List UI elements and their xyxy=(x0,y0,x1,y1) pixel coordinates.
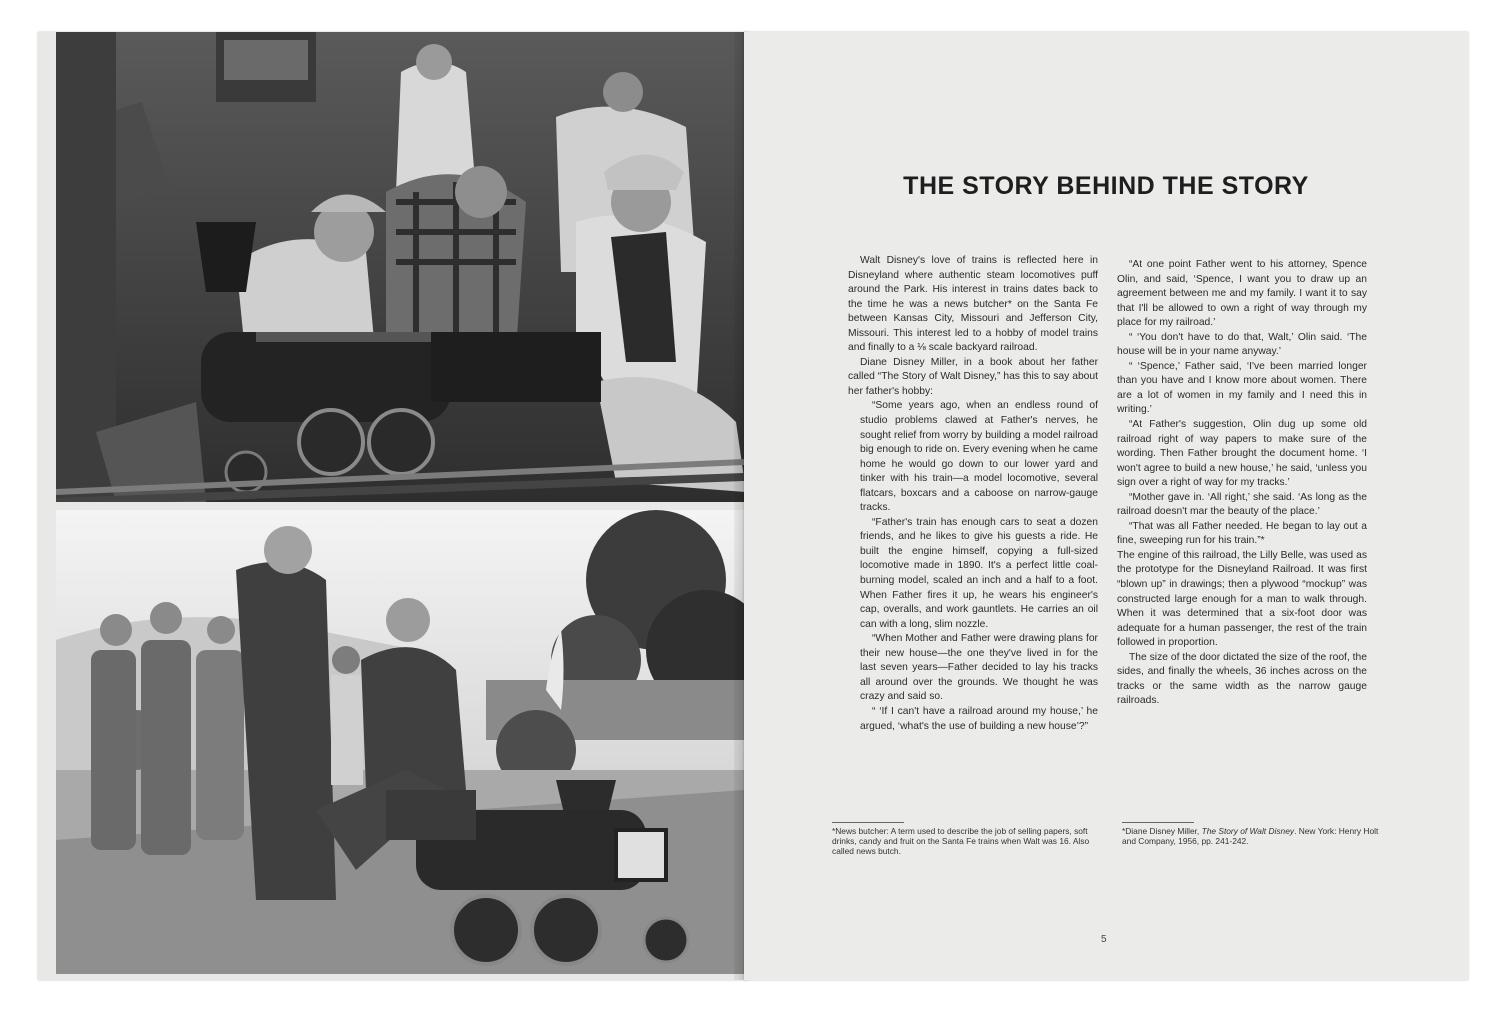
paragraph: Walt Disney's love of trains is reflected here in Disneyland where authentic steam locomotives puff around the Park. His interest in trains dates back to the time he was a news butcher* on the Santa Fe between Kansas City, Missouri and Jefferson City, Missouri. This interest led to a hobby of model trains and finally to a ⅛ scale backyard railroad. xyxy=(848,255,1098,354)
paragraph: “Mother gave in. ‘All right,’ she said. ‘As long as the railroad doesn't mar the beauty of the place.’ xyxy=(1117,491,1367,518)
paragraph: “Father's train has enough cars to seat a dozen friends, and he likes to give his guests a ride. He built the engine himself, copying a full-sized locomotive made in 1890. It's a perfect little coal-burning model, scaled an inch and a half to a foot. When Father fires it up, he wears his engineer's cap, overalls, and work gauntlets. He carries an oil can with a long, slim nozzle. xyxy=(860,516,1098,630)
paragraph: “ ‘You don't have to do that, Walt,’ Olin said. ‘The house will be in your name anyway.’ xyxy=(1117,331,1367,358)
page-number: 5 xyxy=(1101,934,1107,945)
paragraph: “At Father's suggestion, Olin dug up some old railroad right of way papers to make sure of the wording. Then Father brought the document home. ‘I won't agree to build a new house,’ he said, ‘unless you sign over a right of way for my tracks.’ xyxy=(1117,419,1367,489)
paragraph: The engine of this railroad, the Lilly Belle, was used as the prototype for the Disneyland Railroad. It was first “blown up” in drawings; then a plywood “mockup” was constructed large enough for a man to walk through. When it was determined that a six-foot door was adequate for a human passenger, the rest of the train followed in proportion. xyxy=(1117,549,1367,649)
text-column-left xyxy=(848,254,1098,734)
left-page xyxy=(38,32,748,980)
paragraph: “ ‘If I can't have a railroad around my house,’ he argued, ‘what's the use of building a new house’?” xyxy=(860,705,1098,732)
text-column-right xyxy=(1117,258,1367,709)
footnote-rule-left xyxy=(832,822,904,823)
footnote-rule-right xyxy=(1122,822,1194,823)
paragraph: “That was all Father needed. He began to lay out a fine, sweeping run for his train.”* xyxy=(1117,520,1367,547)
footnote-news-butcher: *News butcher: A term used to describe the job of selling papers, soft drinks, candy and fruit on the Santa Fe trains when Walt was 16. Also called news butch. xyxy=(832,826,1090,856)
footnote-citation xyxy=(1122,826,1394,846)
paragraph: Diane Disney Miller, in a book about her father called “The Story of Walt Disney,” has this to say about her father's hobby: xyxy=(848,356,1098,397)
book-spread xyxy=(38,32,1468,980)
paragraph: “ ‘Spence,’ Father said, ‘I've been married longer than you have and I know more about women. There are a lot of women in my family and I need this in writing.’ xyxy=(1117,360,1367,416)
footnote-citation-book: The Story of Walt Disney xyxy=(1201,826,1295,836)
paragraph: The size of the door dictated the size of the roof, the sides, and finally the wheels, 36 inches across on the tracks or the same width as the narrow gauge railroads. xyxy=(1117,651,1367,707)
photo-miniature-train-outdoors xyxy=(56,510,744,974)
paragraph: “When Mother and Father were drawing plans for their new house—the one they've lived in for the last seven years—Father decided to lay his tracks all around over the grounds. We thought he was crazy and said so. xyxy=(860,633,1098,703)
right-page xyxy=(744,32,1468,980)
article-title: THE STORY BEHIND THE STORY xyxy=(903,172,1309,200)
footnote-citation-pre: *Diane Disney Miller, xyxy=(1122,826,1202,836)
footnote-citation-post: . New York: Henry Holt and Company, 1956, pp. 241-242. xyxy=(1122,826,1379,846)
photo-model-train-workshop xyxy=(56,32,744,502)
paragraph: “At one point Father went to his attorney, Spence Olin, and said, ‘Spence, I want you to draw up an agreement between me and my family. I want it to say that I'll be allowed to own a right of way through my place for my railroad.’ xyxy=(1117,259,1367,329)
paragraph: “Some years ago, when an endless round of studio problems clawed at Father's nerves, he sought relief from worry by building a model railroad big enough to ride on. Every evening when he came home he would go down to our lower yard and tinker with his train—a model locomotive, several flatcars, boxcars and a caboose on narrow-gauge tracks. xyxy=(860,400,1098,514)
